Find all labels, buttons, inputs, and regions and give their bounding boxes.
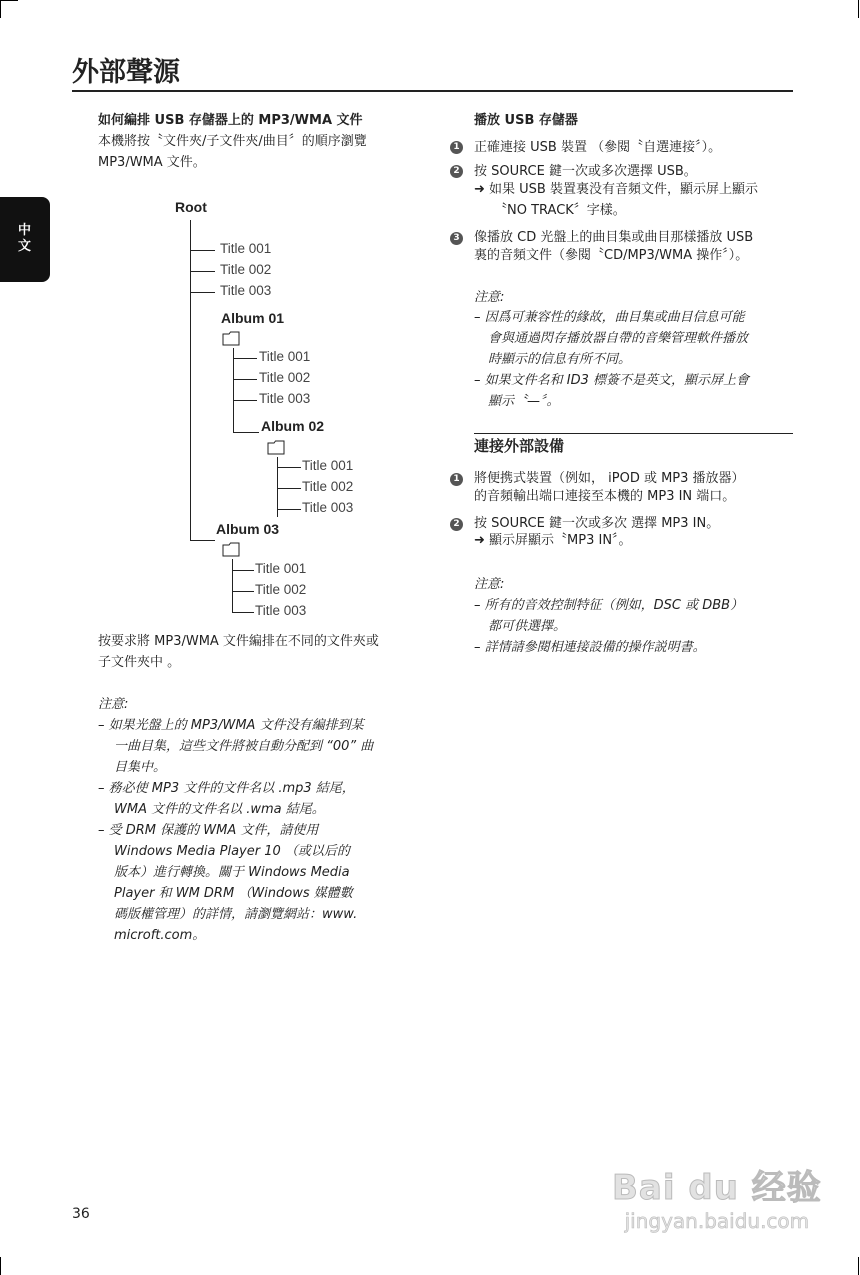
tree-title: Title 001 [302, 458, 354, 473]
step-number-badge: 1 [450, 473, 463, 486]
note-list [474, 595, 743, 658]
tree-title: Title 003 [255, 603, 307, 618]
intro-line: MP3/WMA 文件。 [98, 155, 206, 170]
tree-album-label: Album 01 [221, 310, 285, 326]
crop-mark [0, 0, 1, 18]
step-number-badge: 2 [450, 518, 463, 531]
tree-title: Title 002 [259, 370, 311, 385]
tree-title: Title 002 [302, 479, 354, 494]
note-line: – 如果文件名和 ID3 標簽不是英文，顯示屏上會 [474, 373, 750, 388]
usb-organize-heading: 如何編排 USB 存儲器上的 MP3/WMA 文件 [98, 113, 363, 128]
step-text: 按 SOURCE 鍵一次或多次 選擇 MP3 IN。 [474, 516, 720, 531]
note-line: Windows Media Player 10 （或以后的 [114, 844, 350, 859]
tree-trunk [190, 220, 191, 540]
note-line: 會與通過閃存播放器自帶的音樂管理軟件播放 [488, 331, 749, 346]
page-number: 36 [72, 1206, 90, 1222]
note-line: 都可供選擇。 [488, 619, 567, 634]
watermark-url: jingyan.baidu.com [624, 1209, 810, 1233]
tree-branch [233, 379, 257, 380]
tree-branch [277, 467, 301, 468]
watermark-logo: Bai du 经验 [612, 1168, 822, 1208]
step-text: 的音頻輸出端口連接至本機的 MP3 IN 端口。 [474, 489, 736, 504]
note-line: – 務必使 MP3 文件的文件名以 .mp3 結尾， [98, 781, 355, 796]
note-line: 顯示〝—〞。 [488, 394, 560, 409]
tree-branch [233, 400, 257, 401]
tree-root-label: Root [175, 199, 207, 215]
step-text: 按 SOURCE 鍵一次或多次選擇 USB。 [474, 164, 697, 179]
folder-icon [222, 542, 240, 557]
baidu-watermark [612, 1160, 822, 1233]
step-number-badge: 3 [450, 232, 463, 245]
connect-external-heading: 連接外部設備 [474, 437, 565, 455]
tree-branch [233, 358, 257, 359]
note-list [98, 715, 373, 946]
step-text: 正確連接 USB 裝置 （參閱〝自選連接〞）。 [474, 140, 722, 155]
step-result: ➜ 顯示屏顯示〝MP3 IN〞。 [474, 533, 632, 548]
note-line: – 因爲可兼容性的緣故，曲目集或曲目信息可能 [474, 310, 745, 325]
step-text: 裏的音頻文件（參閱〝CD/MP3/WMA 操作〞）。 [474, 248, 749, 263]
tree-branch [232, 591, 254, 592]
note-line: 時顯示的信息有所不同。 [488, 352, 632, 367]
folder-icon [267, 440, 285, 455]
note-line: – 詳情請參閱相連接設備的操作説明書。 [474, 640, 706, 655]
step-result: ➜ 如果 USB 裝置裏没有音頻文件，顯示屏上顯示 [474, 182, 758, 197]
tree-title: Title 001 [259, 349, 311, 364]
tree-title: Title 001 [220, 241, 272, 256]
note-list [474, 307, 749, 412]
body-text: 按要求將 MP3/WMA 文件編排在不同的文件夾或 [98, 634, 379, 649]
title-rule [72, 90, 793, 92]
side-tab-label: 中文 [18, 223, 32, 254]
note-line: 目集中。 [114, 760, 167, 775]
tree-branch [232, 570, 254, 571]
tree-branch [190, 250, 215, 251]
crop-mark [858, 1257, 859, 1275]
crop-mark [858, 0, 859, 18]
note-label: 注意: [98, 697, 129, 712]
intro-line: 本機將按〝文件夾/子文件夾/曲目〞的順序瀏覽 [98, 134, 367, 149]
tree-trunk [232, 559, 233, 613]
note-line: – 如果光盤上的 MP3/WMA 文件没有編排到某 [98, 718, 364, 733]
crop-mark [0, 1257, 1, 1275]
crop-mark [0, 0, 18, 1]
step-number-badge: 2 [450, 165, 463, 178]
note-line: 碼版權管理）的詳情，請瀏覽網站：www. [114, 907, 358, 922]
step-number-badge: 1 [450, 141, 463, 154]
tree-branch [232, 612, 254, 613]
note-line: – 受 DRM 保護的 WMA 文件，請使用 [98, 823, 319, 838]
tree-title: Title 001 [255, 561, 307, 576]
note-line: Player 和 WM DRM （Windows 媒體數 [114, 886, 353, 901]
tree-branch [277, 509, 301, 510]
tree-title: Title 002 [220, 262, 272, 277]
body-text: 子文件夾中 。 [98, 655, 181, 670]
tree-branch [190, 540, 215, 541]
language-side-tab [0, 197, 50, 282]
section-rule [474, 433, 793, 434]
step-result: 〝NO TRACK〞字樣。 [494, 203, 626, 218]
tree-album-label: Album 03 [216, 521, 280, 537]
note-label: 注意: [474, 290, 505, 305]
tree-album-label: Album 02 [261, 418, 325, 434]
step-text: 像播放 CD 光盤上的曲目集或曲目那樣播放 USB [474, 230, 754, 245]
note-line: – 所有的音效控制特征（例如，DSC 或 DBB） [474, 598, 744, 613]
tree-title: Title 003 [220, 283, 272, 298]
note-label: 注意: [474, 577, 505, 592]
tree-branch [190, 271, 215, 272]
note-line: 版本）進行轉換。關于 Windows Media [114, 865, 350, 880]
tree-trunk [233, 348, 234, 432]
tree-trunk [277, 457, 278, 517]
note-line: microft.com。 [114, 928, 206, 943]
tree-branch [190, 292, 215, 293]
note-line: 一曲目集，這些文件將被自動分配到 “00” 曲 [114, 739, 374, 754]
tree-branch [233, 432, 259, 433]
note-line: WMA 文件的文件名以 .wma 結尾。 [114, 802, 325, 817]
play-usb-heading: 播放 USB 存儲器 [474, 113, 578, 128]
tree-title: Title 002 [255, 582, 307, 597]
tree-title: Title 003 [259, 391, 311, 406]
page-title: 外部聲源 [72, 57, 180, 88]
tree-branch [277, 488, 301, 489]
folder-icon [222, 331, 240, 346]
tree-title: Title 003 [302, 500, 354, 515]
step-text: 將便携式裝置（例如， iPOD 或 MP3 播放器） [474, 471, 745, 486]
